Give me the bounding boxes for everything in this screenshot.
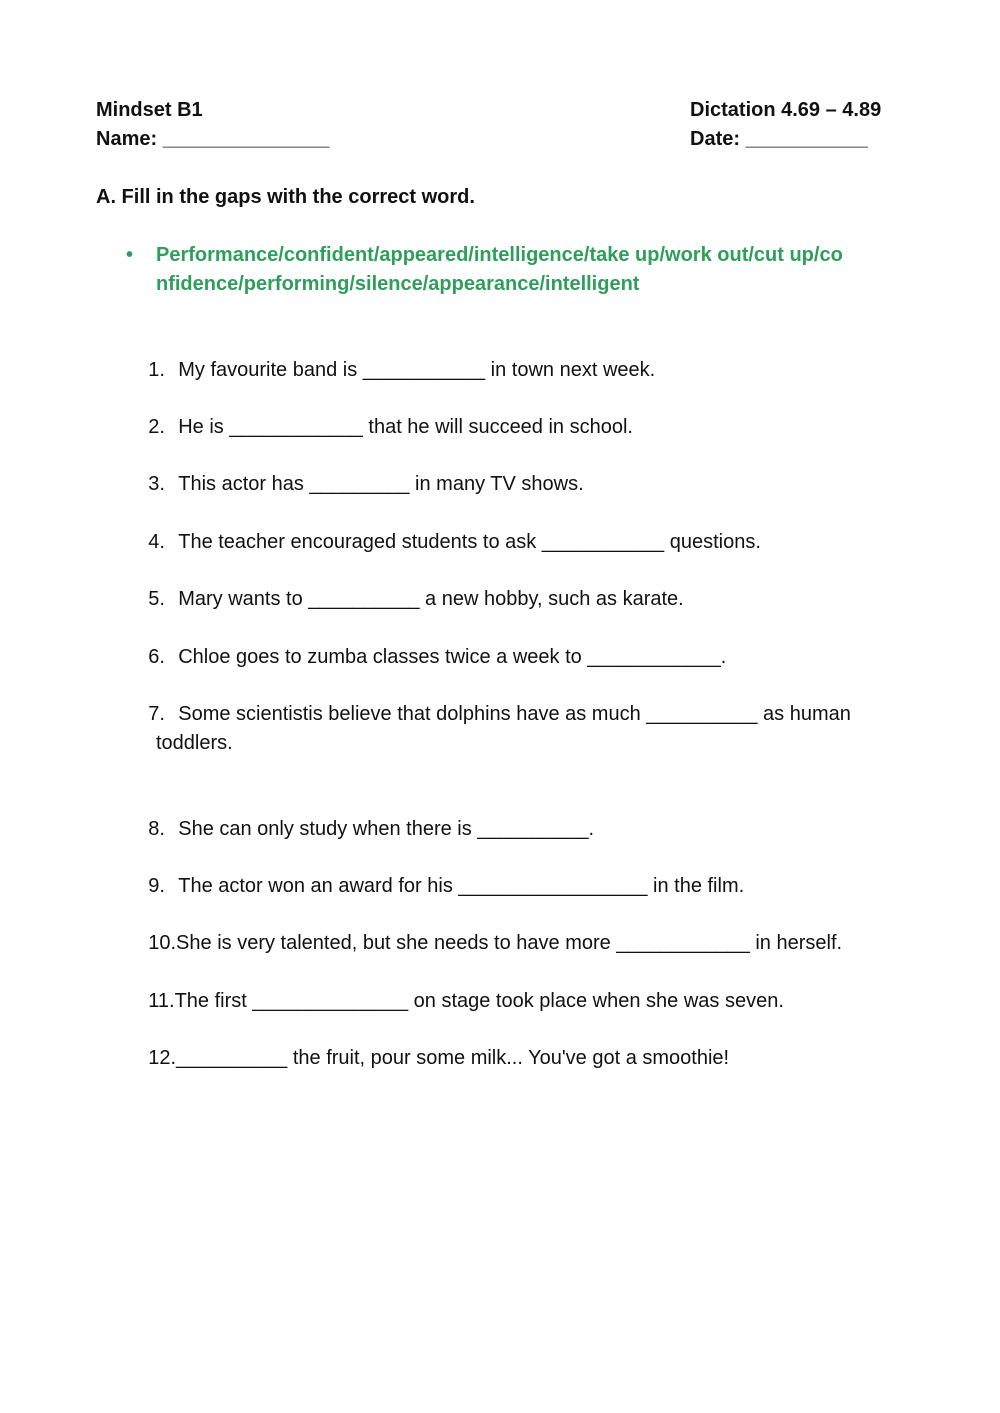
question-text: Some scientistis believe that dolphins have as much __________ as human [178, 703, 851, 725]
header-right [690, 96, 881, 154]
question-number: 4. [148, 531, 165, 553]
question-text: Mary wants to __________ a new hobby, such as karate. [178, 588, 684, 610]
dictation-range: Dictation 4.69 – 4.89 [690, 99, 882, 121]
header-left [96, 96, 330, 154]
question-text: The first ______________ on stage took place when she was seven. [174, 990, 784, 1012]
word-bank [126, 241, 846, 299]
course-title: Mindset B1 [96, 99, 203, 121]
question-text: He is ____________ that he will succeed in school. [178, 416, 633, 438]
question-number: 9. [148, 875, 165, 897]
name-field: Name: _______________ [96, 128, 330, 150]
question-number: 5. [148, 588, 165, 610]
question-text: She is very talented, but she needs to have more ____________ in herself. [176, 932, 843, 954]
question-12 [126, 1016, 729, 1100]
question-text: The actor won an award for his _________________ in the film. [178, 875, 745, 897]
word-bank-text: Performance/confident/appeared/intelligence/take up/work out/cut up/confidence/performing/silence/appearance/intelligent [156, 244, 843, 295]
question-number: 7. [148, 703, 165, 725]
question-text: She can only study when there is __________. [178, 818, 595, 840]
question-text: Chloe goes to zumba classes twice a week to ____________. [178, 646, 727, 668]
question-number: 12. [148, 1047, 177, 1069]
question-number: 3. [148, 473, 165, 495]
date-field: Date: ___________ [690, 128, 868, 150]
question-7 [126, 672, 851, 756]
question-number: 2. [148, 416, 165, 438]
question-text: My favourite band is ___________ in town next week. [178, 359, 656, 381]
question-number: 10. [148, 932, 177, 954]
section-instruction: A. Fill in the gaps with the correct word. [96, 186, 475, 208]
question-7-continuation: toddlers. [156, 732, 233, 754]
question-number: 8. [148, 818, 165, 840]
question-text: __________ the fruit, pour some milk... You've got a smoothie! [176, 1047, 730, 1069]
question-number: 1. [148, 359, 165, 381]
bullet-icon: • [126, 244, 134, 266]
question-text: The teacher encouraged students to ask ___________ questions. [178, 531, 761, 553]
question-number: 6. [148, 646, 165, 668]
question-number: 11. [148, 990, 175, 1012]
question-text: This actor has _________ in many TV shows. [178, 473, 584, 495]
